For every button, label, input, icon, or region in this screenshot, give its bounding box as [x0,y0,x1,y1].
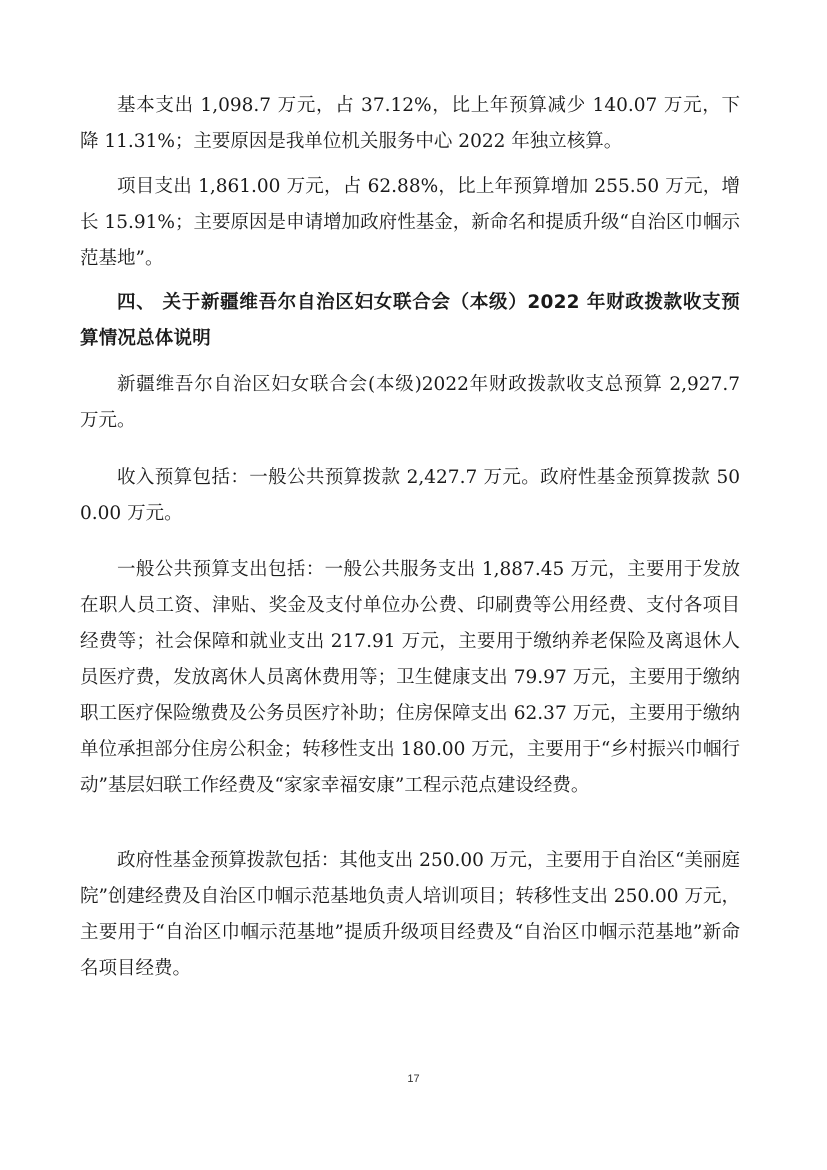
paragraph-total-budget: 新疆维吾尔自治区妇女联合会(本级)2022年财政拨款收支总预算 2,927.7 万元。 [80,374,740,431]
section-heading: 四、 关于新疆维吾尔自治区妇女联合会（本级）2022 年财政拨款收支预算情况总体说明 [80,292,740,349]
page-number: 17 [407,1073,420,1085]
paragraph-basic-expenditure: 基本支出 1,098.7 万元，占 37.12%，比上年预算减少 140.07 万元，下降 11.31%；主要原因是我单位机关服务中心 2022 年独立核算。 [80,95,740,152]
paragraph-general-public-expenditure: 一般公共预算支出包括：一般公共服务支出 1,887.45 万元，主要用于发放在职人员工资、津贴、奖金及支付单位办公费、印刷费等公用经费、支付各项目经费等；社会保障和就业支出 217.91 万元，主要用于缴纳养老保险及离退休人员医疗费，发放离休人员离休费用等；卫生健康支出 79.97 万元，主要用于缴纳职工医疗保险缴费及公务员医疗补助；住房保障支出 62.37 万元，主要用于缴纳单位承担部分住房公积金；转移性支出 180.00 万元，主要用于“乡村振兴巾帼行动”基层妇联工作经费及“家家幸福安康”工程示范点建设经费。 [80,559,740,796]
paragraph-income-budget: 收入预算包括：一般公共预算拨款 2,427.7 万元。政府性基金预算拨款 500.00 万元。 [80,467,740,524]
paragraph-government-fund-expenditure: 政府性基金预算拨款包括：其他支出 250.00 万元，主要用于自治区“美丽庭院”创建经费及自治区巾帼示范基地负责人培训项目；转移性支出 250.00 万元，主要用于“自治区巾帼示范基地”提质升级项目经费及“自治区巾帼示范基地”新命名项目经费。 [80,850,740,979]
paragraph-project-expenditure: 项目支出 1,861.00 万元，占 62.88%，比上年预算增加 255.50 万元，增长 15.91%；主要原因是申请增加政府性基金，新命名和提质升级“自治区巾帼示范基地”。 [80,176,740,269]
